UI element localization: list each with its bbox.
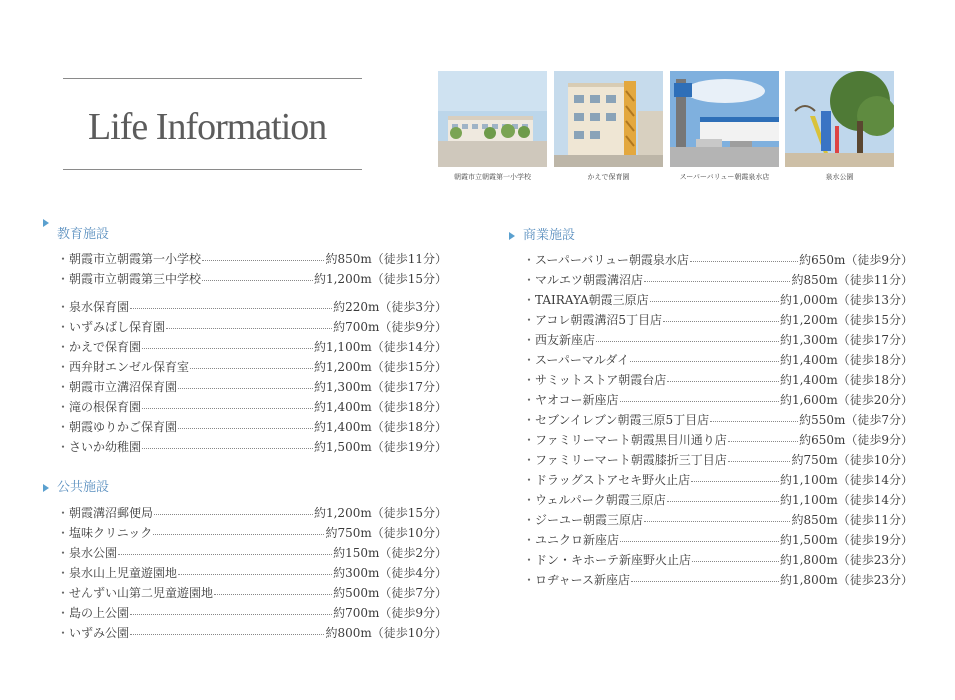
facility-name: ・ TAIRAYA朝霞三原店 — [523, 290, 649, 310]
leader-dots — [667, 381, 779, 382]
facility-name: ・ いずみ公園 — [57, 623, 129, 643]
leader-dots — [630, 361, 779, 362]
list-item — [523, 370, 913, 390]
leader-dots — [596, 341, 779, 342]
list-item — [57, 357, 447, 377]
leader-dots — [130, 634, 324, 635]
list-item — [57, 417, 447, 437]
facility-name: ・ 朝霞市立溝沼保育園 — [57, 377, 177, 397]
commercial-marker-icon — [509, 232, 515, 240]
list-item — [523, 470, 913, 490]
list-item — [523, 330, 913, 350]
facility-distance: 約1,200m（徒歩15分） — [313, 506, 447, 520]
facility-distance: 約1,400m（徒歩18分） — [779, 373, 913, 387]
facility-distance: 約750m（徒歩10分） — [325, 526, 447, 540]
facility-name: ・ かえで保育園 — [57, 337, 141, 357]
leader-dots — [690, 261, 798, 262]
list-item — [57, 269, 447, 289]
facility-name: ・ スーパーマルダイ — [523, 350, 629, 370]
list-item — [57, 317, 447, 337]
facility-name: ・ スーパーバリュー朝霞泉水店 — [523, 250, 689, 270]
list-item — [523, 550, 913, 570]
list-item — [57, 623, 447, 643]
facility-name: ・ 西弁財エンゼル保育室 — [57, 357, 189, 377]
facility-distance: 約1,500m（徒歩19分） — [779, 533, 913, 547]
facility-name: ・ ジーユー朝霞三原店 — [523, 510, 643, 530]
facility-distance: 約850m（徒歩11分） — [791, 273, 913, 287]
leader-dots — [142, 408, 313, 409]
facility-distance: 約1,200m（徒歩15分） — [313, 272, 447, 286]
leader-dots — [142, 348, 313, 349]
facility-name: ・ ロヂャース新座店 — [523, 570, 630, 590]
leader-dots — [728, 461, 791, 462]
facility-name: ・ ファミリーマート朝霞膝折三丁目店 — [523, 450, 727, 470]
facility-name: ・ いずみばし保育園 — [57, 317, 165, 337]
list-item — [57, 583, 447, 603]
list-item — [523, 410, 913, 430]
leader-dots — [153, 534, 324, 535]
school-photo-caption: 朝霞市立朝霞第一小学校 — [454, 173, 531, 181]
supermarket-photo — [670, 71, 779, 167]
leader-dots — [178, 574, 332, 575]
education-heading: 教育施設 — [57, 227, 110, 242]
leader-dots — [728, 441, 798, 442]
facility-name: ・ せんずい山第二児童遊園地 — [57, 583, 213, 603]
list-item — [57, 397, 447, 417]
title-top-rule — [63, 78, 362, 79]
leader-dots — [202, 280, 313, 281]
facility-distance: 約150m（徒歩2分） — [333, 546, 447, 560]
facility-distance: 約300m（徒歩4分） — [333, 566, 447, 580]
list-item — [523, 290, 913, 310]
leader-dots — [214, 594, 332, 595]
list-item — [523, 450, 913, 470]
list-item — [523, 430, 913, 450]
facility-name: ・ ヤオコー新座店 — [523, 390, 619, 410]
facility-name: ・ 西友新座店 — [523, 330, 595, 350]
facility-name: ・ ドン・キホーテ新座野火止店 — [523, 550, 691, 570]
leader-dots — [631, 581, 779, 582]
facility-distance: 約1,400m（徒歩18分） — [313, 400, 447, 414]
facility-name: ・ 朝霞市立朝霞第一小学校 — [57, 249, 201, 269]
facility-distance: 約1,800m（徒歩23分） — [779, 553, 913, 567]
facility-name: ・ 滝の根保育園 — [57, 397, 141, 417]
leader-dots — [667, 501, 779, 502]
facility-distance: 約700m（徒歩9分） — [333, 606, 447, 620]
list-item — [57, 563, 447, 583]
facility-name: ・ 朝霞溝沼郵便局 — [57, 503, 153, 523]
facility-name: ・ 島の上公園 — [57, 603, 129, 623]
public-facility-list — [57, 503, 447, 643]
facility-name: ・ ウェルパーク朝霞三原店 — [523, 490, 666, 510]
list-item — [523, 530, 913, 550]
commercial-heading: 商業施設 — [523, 228, 576, 243]
supermarket-photo-caption: スーパーバリュー朝霞泉水店 — [679, 173, 770, 181]
list-item — [57, 377, 447, 397]
facility-distance: 約1,800m（徒歩23分） — [779, 573, 913, 587]
list-item — [57, 503, 447, 523]
education-school-list — [57, 249, 447, 289]
facility-distance: 約850m（徒歩11分） — [325, 252, 447, 266]
facility-distance: 約1,300m（徒歩17分） — [313, 380, 447, 394]
facility-distance: 約1,000m（徒歩13分） — [779, 293, 913, 307]
leader-dots — [118, 554, 332, 555]
leader-dots — [130, 308, 332, 309]
facility-distance: 約550m（徒歩7分） — [799, 413, 913, 427]
list-item — [523, 490, 913, 510]
school-photo — [438, 71, 547, 167]
facility-name: ・ 塩味クリニック — [57, 523, 152, 543]
public-marker-icon — [43, 484, 49, 492]
list-item — [523, 250, 913, 270]
leader-dots — [620, 541, 779, 542]
facility-distance: 約1,600m（徒歩20分） — [779, 393, 913, 407]
facility-name: ・ さいか幼稚園 — [57, 437, 141, 457]
list-item — [57, 523, 447, 543]
facility-name: ・ 泉水山上児童遊園地 — [57, 563, 177, 583]
leader-dots — [663, 321, 779, 322]
commercial-facility-list — [523, 250, 913, 590]
facility-distance: 約1,400m（徒歩18分） — [779, 353, 913, 367]
facility-distance: 約650m（徒歩9分） — [799, 253, 913, 267]
nursery-photo — [554, 71, 663, 167]
leader-dots — [130, 614, 332, 615]
leader-dots — [178, 428, 313, 429]
list-item — [523, 350, 913, 370]
list-item — [57, 543, 447, 563]
list-item — [523, 390, 913, 410]
title-bottom-rule — [63, 169, 362, 170]
leader-dots — [190, 368, 313, 369]
facility-name: ・ アコレ朝霞溝沼5丁目店 — [523, 310, 662, 330]
facility-distance: 約1,300m（徒歩17分） — [779, 333, 913, 347]
education-nursery-list — [57, 297, 447, 457]
leader-dots — [644, 521, 790, 522]
list-item — [57, 337, 447, 357]
facility-distance: 約500m（徒歩7分） — [333, 586, 447, 600]
facility-name: ・ 泉水保育園 — [57, 297, 129, 317]
leader-dots — [154, 514, 313, 515]
leader-dots — [166, 328, 332, 329]
public-heading: 公共施設 — [57, 480, 110, 495]
facility-name: ・ マルエツ朝霞溝沼店 — [523, 270, 643, 290]
education-marker-icon — [43, 219, 49, 227]
leader-dots — [178, 388, 313, 389]
leader-dots — [620, 401, 779, 402]
leader-dots — [691, 481, 779, 482]
facility-distance: 約650m（徒歩9分） — [799, 433, 913, 447]
facility-distance: 約1,100m（徒歩14分） — [779, 493, 913, 507]
facility-distance: 約1,500m（徒歩19分） — [313, 440, 447, 454]
list-item — [523, 570, 913, 590]
facility-name: ・ ドラッグストアセキ野火止店 — [523, 470, 690, 490]
facility-name: ・ 泉水公園 — [57, 543, 117, 563]
facility-name: ・ セブンイレブン朝霞三原5丁目店 — [523, 410, 709, 430]
facility-distance: 約220m（徒歩3分） — [333, 300, 447, 314]
nursery-photo-caption: かえで保育園 — [587, 173, 630, 181]
facility-distance: 約1,100m（徒歩14分） — [779, 473, 913, 487]
facility-distance: 約1,200m（徒歩15分） — [313, 360, 447, 374]
facility-distance: 約750m（徒歩10分） — [791, 453, 913, 467]
leader-dots — [692, 561, 779, 562]
facility-distance: 約850m（徒歩11分） — [791, 513, 913, 527]
list-item — [57, 297, 447, 317]
facility-name: ・ 朝霞市立朝霞第三中学校 — [57, 269, 201, 289]
facility-distance: 約1,100m（徒歩14分） — [313, 340, 447, 354]
facility-name: ・ ユニクロ新座店 — [523, 530, 619, 550]
facility-distance: 約1,400m（徒歩18分） — [313, 420, 447, 434]
facility-distance: 約1,200m（徒歩15分） — [779, 313, 913, 327]
leader-dots — [644, 281, 790, 282]
list-item — [57, 603, 447, 623]
facility-distance: 約800m（徒歩10分） — [325, 626, 447, 640]
list-item — [57, 437, 447, 457]
leader-dots — [650, 301, 779, 302]
facility-distance: 約700m（徒歩9分） — [333, 320, 447, 334]
facility-name: ・ 朝霞ゆりかご保育園 — [57, 417, 177, 437]
list-item — [523, 270, 913, 290]
park-photo — [785, 71, 894, 167]
facility-name: ・ サミットストア朝霞台店 — [523, 370, 666, 390]
park-photo-caption: 泉水公園 — [825, 173, 854, 181]
list-item — [523, 510, 913, 530]
leader-dots — [202, 260, 324, 261]
leader-dots — [710, 421, 798, 422]
list-item — [523, 310, 913, 330]
list-item — [57, 249, 447, 269]
page-title: Life Information — [88, 106, 327, 148]
facility-name: ・ ファミリーマート朝霞黒目川通り店 — [523, 430, 727, 450]
leader-dots — [142, 448, 313, 449]
